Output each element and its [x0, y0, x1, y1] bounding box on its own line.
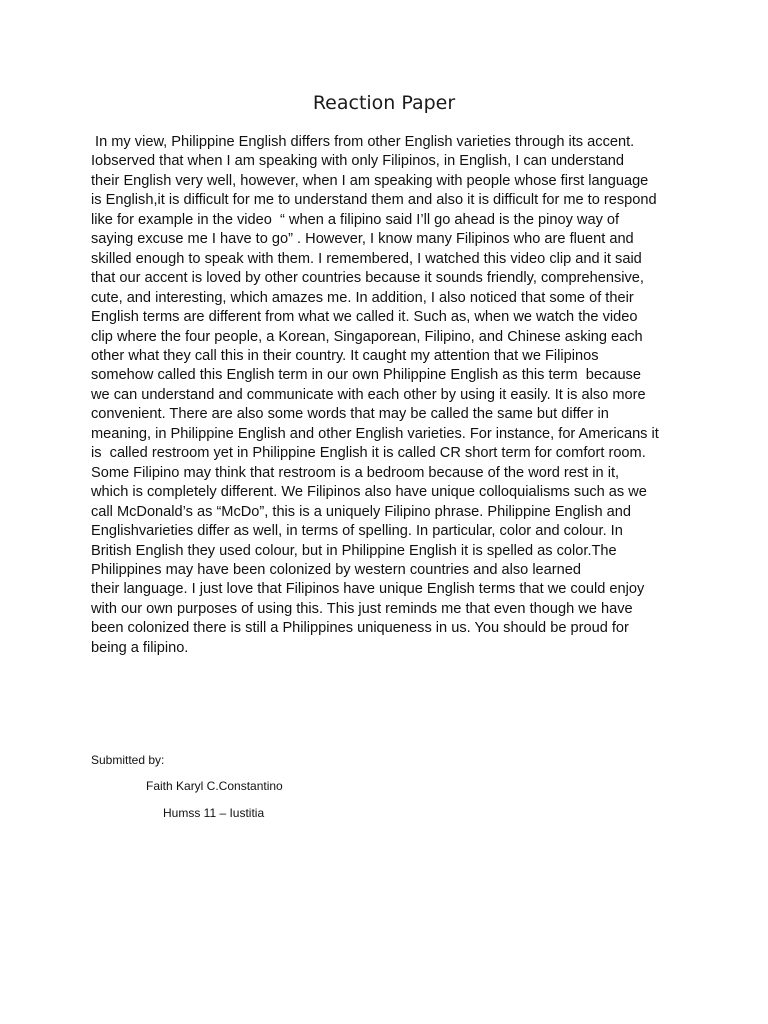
body-line: Iobserved that when I am speaking with only Filipinos, in English, I can understand: [91, 153, 624, 170]
body-line: we can understand and communicate with each other by using it easily. It is also more: [91, 386, 646, 403]
body-line: skilled enough to speak with them. I remembered, I watched this video clip and it said: [91, 250, 642, 267]
body-line: been colonized there is still a Philippines uniqueness in us. You should be proud for: [91, 620, 629, 637]
body-line: like for example in the video “ when a filipino said I’ll go ahead is the pinoy way of: [91, 211, 620, 228]
body-line: somehow called this English term in our own Philippine English as this term because: [91, 367, 641, 384]
body-line: clip where the four people, a Korean, Singaporean, Filipino, and Chinese asking each: [91, 328, 643, 345]
body-line: call McDonald’s as “McDo”, this is a uniquely Filipino phrase. Philippine English and: [91, 503, 631, 520]
body-line: with our own purposes of using this. This just reminds me that even though we have: [91, 600, 633, 617]
body-line: Philippines may have been colonized by western countries and also learned: [91, 561, 582, 578]
body-line: Some Filipino may think that restroom is a bedroom because of the word rest in it,: [91, 464, 620, 481]
body-line: that our accent is loved by other countries because it sounds friendly, comprehensive,: [91, 270, 644, 287]
body-line: their language. I just love that Filipinos have unique English terms that we could enjoy: [91, 581, 645, 598]
body-line: cute, and interesting, which amazes me. In addition, I also noticed that some of their: [91, 289, 634, 306]
submitted-by-label: Submitted by:: [91, 753, 165, 767]
body-line: other what they call this in their country. It caught my attention that we Filipinos: [91, 347, 599, 364]
document-title: Reaction Paper: [312, 92, 456, 114]
body-line: English terms are different from what we called it. Such as, when we watch the video: [91, 309, 638, 326]
body-line: is called restroom yet in Philippine English it is called CR short term for comfort room.: [91, 445, 646, 462]
author-name: Faith Karyl C.Constantino: [146, 779, 283, 793]
body-paragraph: [91, 133, 691, 658]
body-line: meaning, in Philippine English and other English varieties. For instance, for Americans it: [91, 425, 659, 442]
body-line: saying excuse me I have to go” . However, I know many Filipinos who are fluent and: [91, 231, 634, 248]
body-line: which is completely different. We Filipinos also have unique colloquialisms such as we: [91, 484, 647, 501]
body-line: In my view, Philippine English differs from other English varieties through its accent.: [91, 134, 635, 150]
body-line: being a filipino.: [91, 639, 189, 656]
body-line: is English,it is difficult for me to understand them and also it is difficult for me to respond: [91, 192, 657, 209]
body-line: Englishvarieties differ as well, in terms of spelling. In particular, color and colour. In: [91, 523, 623, 540]
body-line: their English very well, however, when I am speaking with people whose first language: [91, 172, 649, 189]
body-line: British English they used colour, but in Philippine English it is spelled as color.The: [91, 542, 617, 559]
body-line: convenient. There are also some words that may be called the same but differ in: [91, 406, 609, 423]
author-section: Humss 11 – Iustitia: [163, 806, 265, 820]
